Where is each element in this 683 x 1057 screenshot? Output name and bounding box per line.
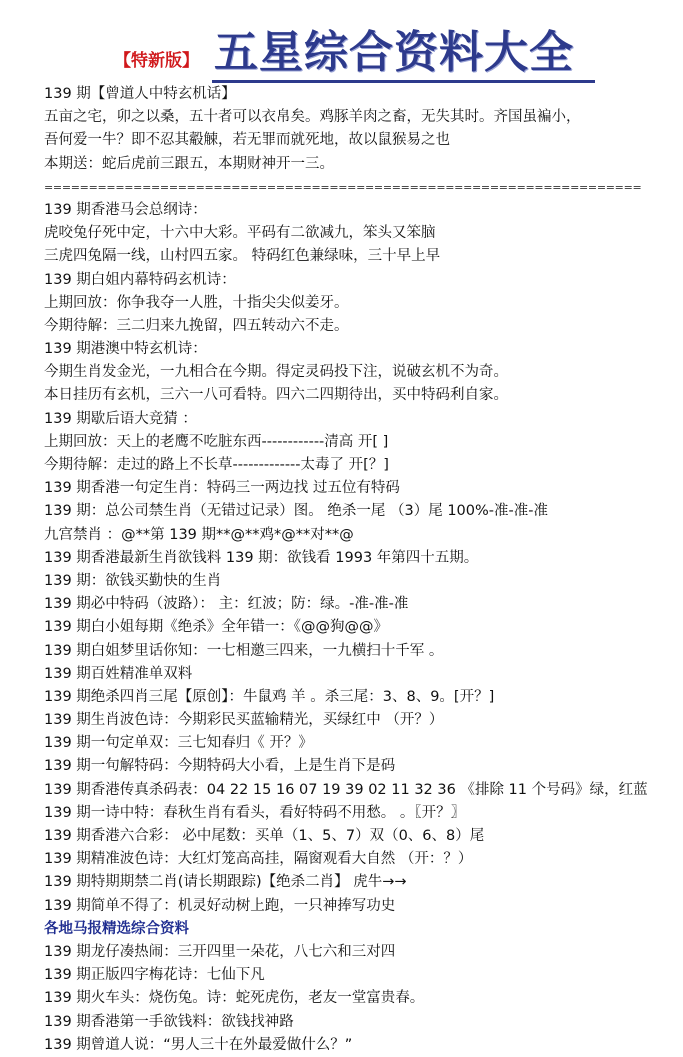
text-line: 今期待解：三二归来九挽留，四五转动六不走。 (44, 317, 349, 334)
page-header (0, 10, 683, 80)
text-line: 139 期一诗中特：春秋生肖有看头，看好特码不用愁。 。〖开？〗 (44, 804, 466, 821)
separator-line: =================================================================== (44, 180, 642, 194)
text-line: 139 期一句解特码：今期特码大小看，上是生肖下是码 (44, 758, 396, 775)
text-line: 139 期正版四字梅花诗：七仙下凡 (44, 967, 265, 984)
text-line: 139 期白小姐每期《绝杀》全年错一：《@@狗@@》 (44, 619, 389, 636)
text-line: 139 期香港传真杀码表：04 22 15 16 07 19 39 02 11 32 36 《排除 11 个号码》绿，红蓝 (44, 781, 648, 798)
text-line: 今期待解：走过的路上不长草-------------太毒了 开[？] (44, 457, 389, 473)
text-line: 九宫禁肖 ：@**第 139 期**@**鸡*@**对**@ (44, 526, 354, 543)
text-line: 139 期火车头：烧伤兔。诗：蛇死虎伤，老友一堂富贵春。 (44, 990, 425, 1007)
text-line: 139 期曾道人说：“男人三十在外最爱做什么？” (44, 1036, 353, 1053)
text-line: 139 期绝杀四肖三尾【原创】：牛鼠鸡 羊 。杀三尾：3、8、9。[开？] (44, 688, 495, 705)
text-line: 139 期：总公司禁生肖（无错过记录）图。 绝杀一尾 （3）尾 100%-准-准-准 (44, 503, 548, 520)
text-line: 吾何爱一牛？即不忍其觳觫，若无罪而就死地，故以鼠猴易之也 (44, 132, 450, 149)
text-line: 139 期百姓精准单双料 (44, 665, 193, 682)
text-line: 上期回放：天上的老鹰不吃脏东西------------清高 开[ ] (44, 433, 389, 450)
text-line: 139 期：欲钱买勤快的生肖 (44, 572, 222, 589)
text-line: 139 期香港第一手欲钱料：欲钱找神路 (44, 1013, 294, 1030)
text-line: 本日挂历有玄机，三六一八可看特。四六二四期待出，买中特码利自家。 (44, 387, 508, 404)
text-line: 139 期一句定单双：三七知春归《 开？》 (44, 735, 313, 752)
text-line: 139 期港澳中特玄机诗： (44, 341, 207, 358)
page-title: 五星综合资料大全 (214, 27, 574, 78)
text-line: 139 期必中特码（波路）： 主：红波；防：绿。-准-准-准 (44, 596, 409, 613)
text-line: 139 期特期期禁二肖(请长期跟踪)【绝杀二肖】 虎牛→→ (44, 874, 407, 891)
text-line: 139 期香港六合彩： 必中尾数：买单（1、5、7）双（0、6、8）尾 (44, 828, 485, 844)
text-line: 139 期龙仔凑热闹：三开四里一朵花，八七六和三对四 (44, 943, 396, 960)
text-line: 139 期生肖波色诗：今期彩民买蓝输精光，买绿红中 （开？） (44, 712, 444, 729)
text-line: 139 期香港最新生肖欲钱料 139 期：欲钱看 1993 年第四十五期。 (44, 549, 479, 566)
section-heading: 各地马报精选综合资料 (44, 920, 189, 937)
text-line: 三虎四兔隔一线，山村四五家。 特码红色兼绿味，三十早上早 (44, 248, 441, 265)
text-line: 139 期白姐梦里话你知：一七相邀三四来，一九横扫十千军 。 (44, 642, 444, 659)
edition-tag: 【特新版】 (114, 51, 199, 71)
text-line: 139 期歇后语大竞猜 ： (44, 410, 197, 427)
text-line: 139 期白姐内幕特码玄机诗： (44, 271, 236, 288)
text-line: 139 期【曾道人中特玄机话】 (44, 86, 236, 102)
text-line: 五亩之宅，卯之以桑，五十者可以衣帛矣。鸡豚羊肉之畜，无失其时。齐国虽褊小， (44, 109, 581, 126)
text-line: 上期回放：你争我夺一人胜，十指尖尖似姜牙。 (44, 294, 349, 311)
text-line: 虎咬兔仔死中定，十六中大彩。平码有二欲减九，笨头又笨脑 (44, 225, 436, 242)
text-line: 139 期精准波色诗：大红灯笼高高挂，隔窗观看大自然 （开：？） (44, 851, 473, 868)
text-line: 本期送：蛇后虎前三跟五，本期财神开一三。 (44, 155, 334, 172)
text-line: 139 期香港马会总纲诗： (44, 201, 207, 218)
document-body (44, 83, 674, 1057)
text-line: 139 期简单不得了：机灵好动树上跑，一只神捧写功史 (44, 897, 396, 914)
text-line: 今期生肖发金光，一九相合在今期。得定灵码投下注，说破玄机不为奇。 (44, 364, 508, 381)
text-line: 139 期香港一句定生肖：特码三一两边找 过五位有特码 (44, 480, 400, 497)
